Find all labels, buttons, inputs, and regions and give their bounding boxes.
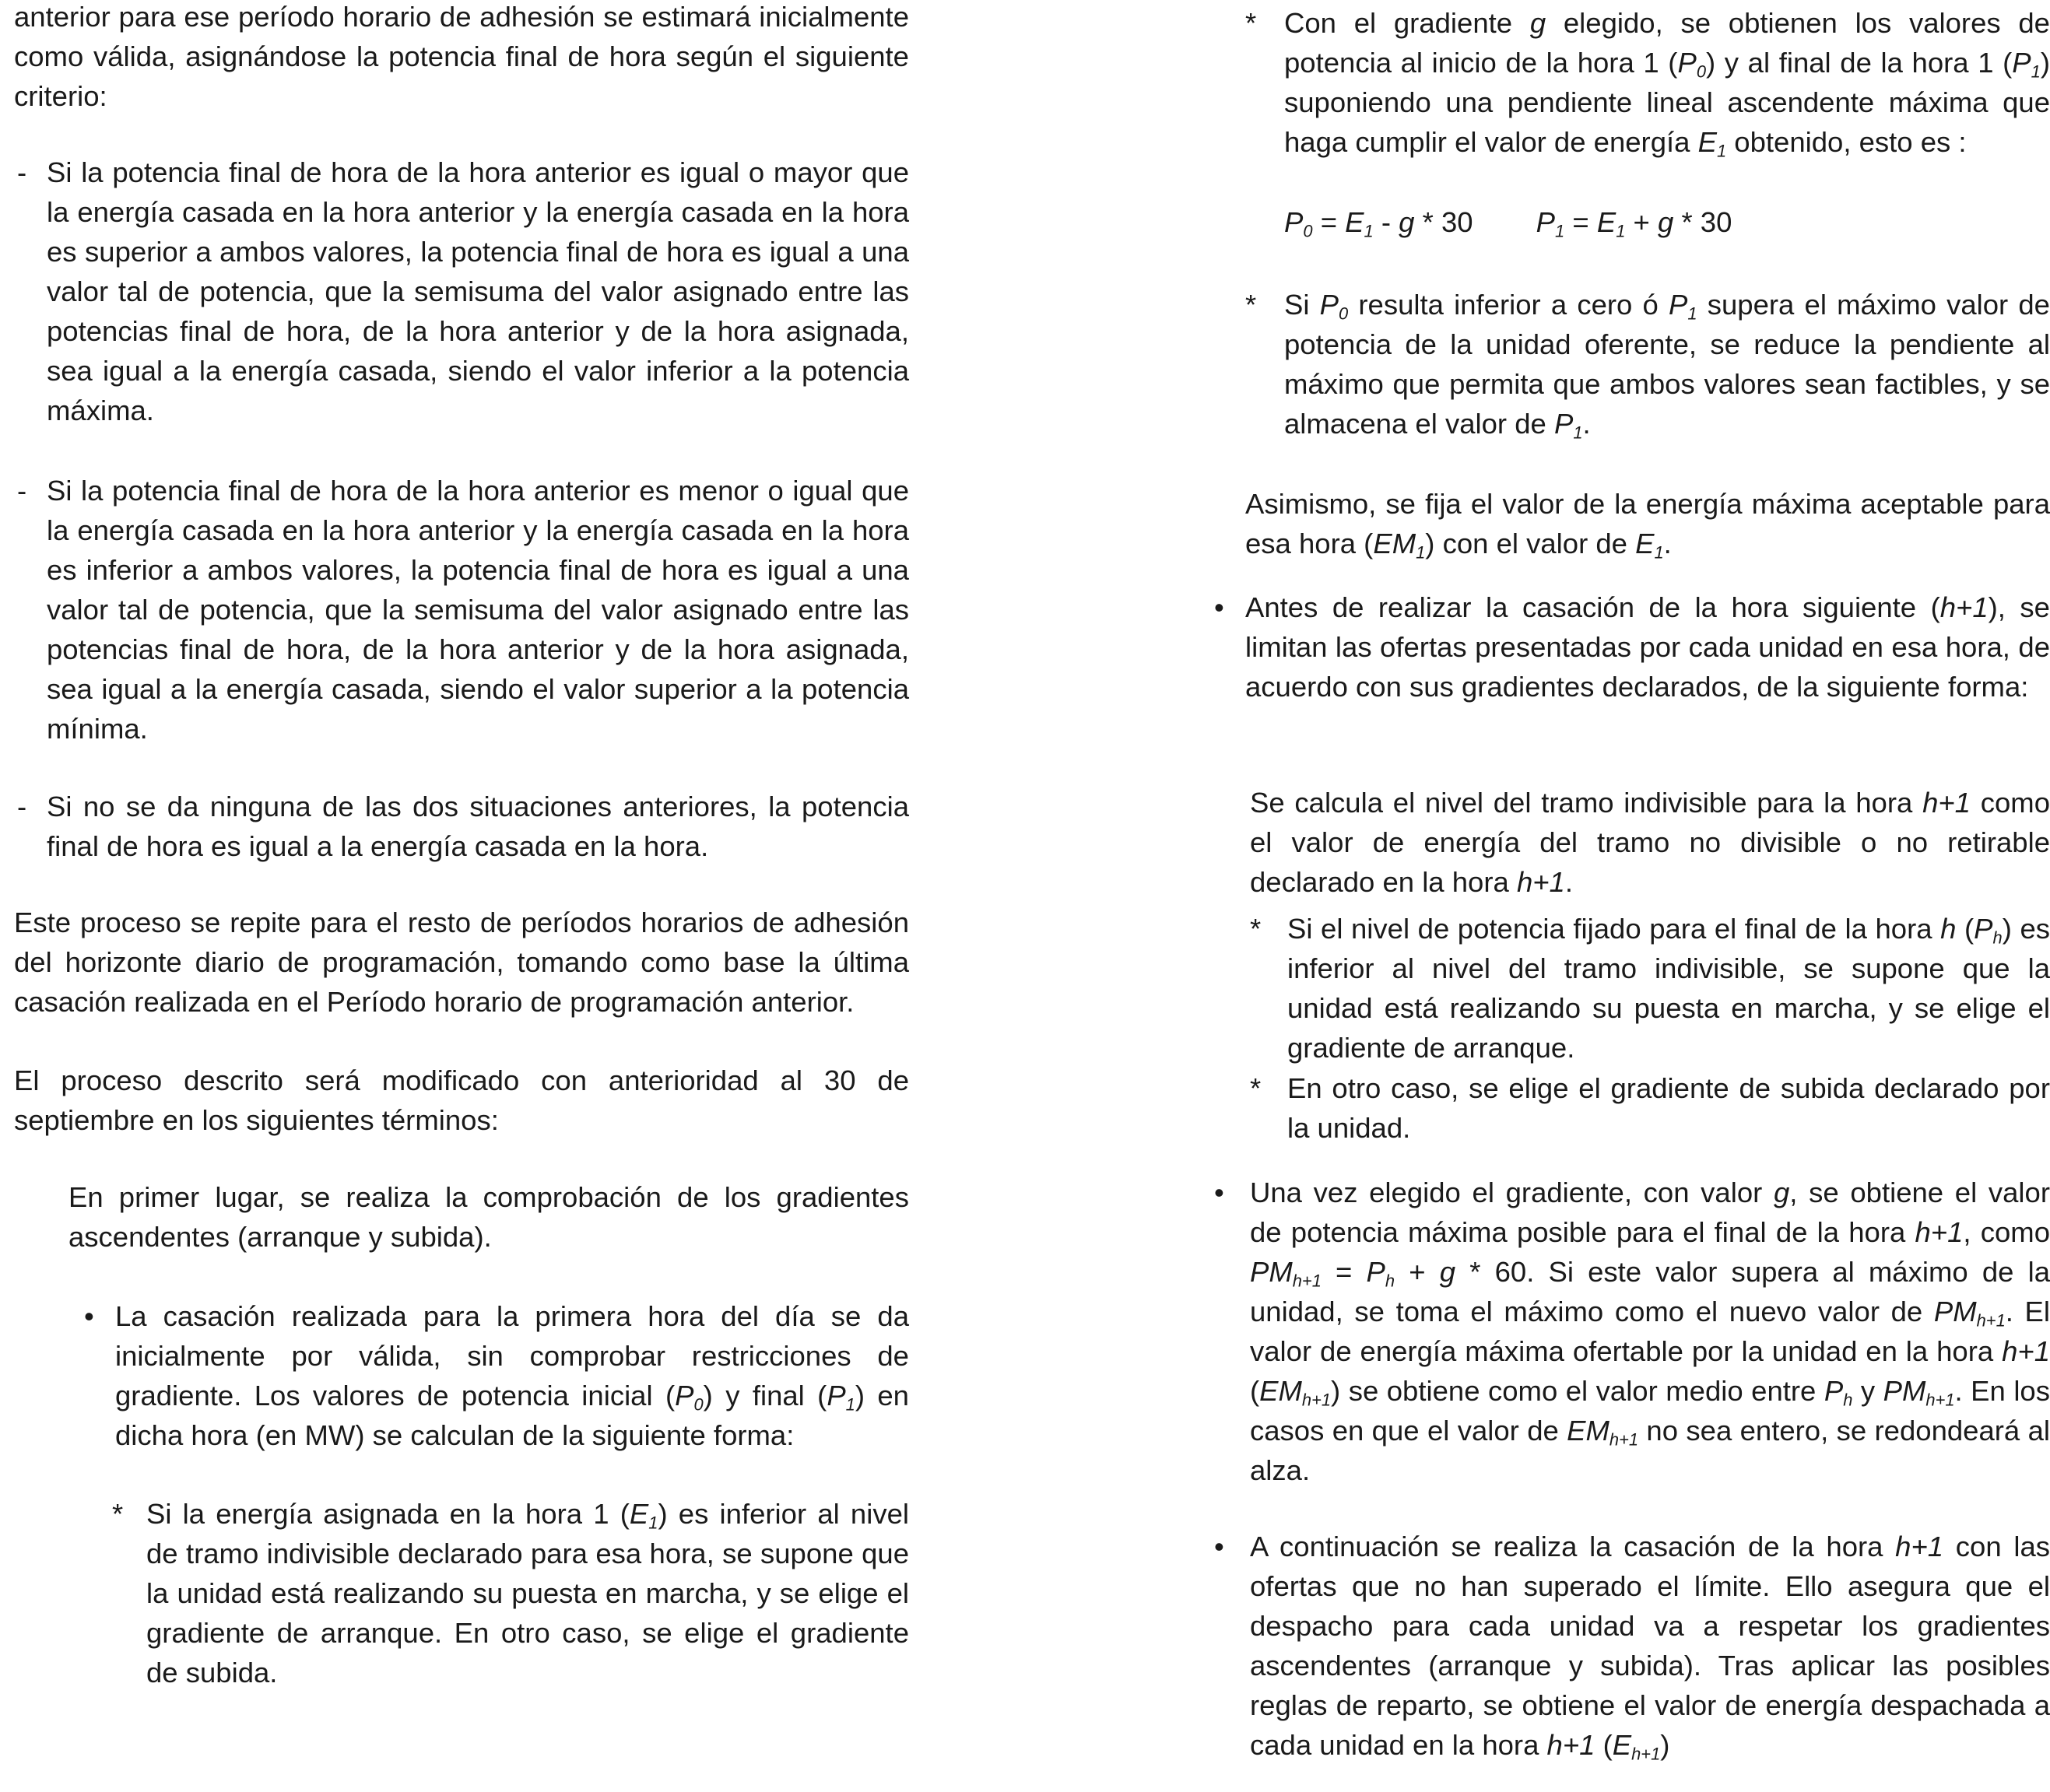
bullet-item-a-continuacion <box>1214 1527 2050 1765</box>
dash-marker: - <box>17 156 27 188</box>
dash-marker: - <box>17 791 27 822</box>
star-item-otro-caso <box>1250 1068 2050 1148</box>
star-item-gradiente-elegido <box>1245 3 2050 162</box>
paragraph-text: En primer lugar, se realiza la comprobación de los gradientes ascendentes (arranque y subida). <box>68 1181 909 1253</box>
star-item-nivel-potencia <box>1250 909 2050 1068</box>
star-marker: * <box>1250 913 1262 945</box>
bullet-marker: • <box>1214 1531 1224 1562</box>
bullet-marker: • <box>84 1300 94 1332</box>
dash-item-2 <box>14 471 909 749</box>
star-marker: * <box>1250 1072 1262 1104</box>
paragraph-text: Este proceso se repite para el resto de períodos horarios de adhesión del horizonte diario de programación, tomando como base la última casación realizada en el Período horario de programación anterior. <box>14 907 909 1018</box>
star-item-p0-negativo <box>1245 285 2050 444</box>
bullet-item-text: Una vez elegido el gradiente, con valor g, se obtiene el valor de potencia máxima posible para el final de la hora h+1, como $PM_{h+1} = P_h + g * 60$. Si este valor supera al máximo de la unidad, se toma el máximo como el nuevo valor de $PM_{h+1}$. El valor de energía máxima ofertable por la unidad en la hora h+1 $(EM_{h+1})$ se obtiene como el valor medio entre $P_h$ y $PM_{h+1}$. En los casos en que el valor de $EM_{h+1}$ no sea entero, se redondeará al alza. <box>1250 1177 2050 1486</box>
dash-marker: - <box>17 475 27 507</box>
paragraph-proceso <box>14 903 909 1022</box>
star-item-text: Si $P_0$ resulta inferior a cero ó $P_1$ supera el máximo valor de potencia de la unidad oferente, se reduce la pendiente al máximo que permita que ambos valores sean factibles, y se almacena el valor de $P_1$. <box>1284 289 2050 443</box>
paragraph-asimismo <box>1245 484 2050 563</box>
dash-item-text: Si la potencia final de hora de la hora anterior es menor o igual que la energía casada en la hora anterior y la energía casada en la hora es inferior a ambos valores, la potencia final de hora es igual a una valor tal de potencia, que la semisuma del valor asignado entre las potencias final de hora, de la hora anterior y de la hora asignada, sea igual a la energía casada, siendo el valor superior a la potencia mínima. <box>47 475 909 745</box>
star-item-energia-asignada <box>100 1494 909 1692</box>
star-marker: * <box>1245 289 1257 321</box>
star-item-text: Si el nivel de potencia fijado para el final de la hora h $(P_h)$ es inferior al nivel del tramo indivisible, se supone que la unidad está realizando su puesta en marcha, y se elige el gradiente de arranque. <box>1287 913 2050 1064</box>
bullet-item-antes-casacion <box>1214 587 2050 707</box>
dash-item-1 <box>14 153 909 430</box>
paragraph-modificado <box>14 1061 909 1140</box>
paragraph-text: Asimismo, se fija el valor de la energía máxima aceptable para esa hora $(EM_1)$ con el valor de $E_1$. <box>1245 488 2050 563</box>
paragraph-tramo-indivisible <box>1250 783 2050 902</box>
paragraph-intro <box>14 0 909 116</box>
bullet-item-gradiente-valor <box>1214 1173 2050 1490</box>
paragraph-text: Se calcula el nivel del tramo indivisible para la hora h+1 como el valor de energía del tramo no divisible o no retirable declarado en la hora h+1. <box>1250 787 2050 898</box>
bullet-marker: • <box>1214 591 1224 623</box>
star-item-text: En otro caso, se elige el gradiente de subida declarado por la unidad. <box>1287 1072 2050 1144</box>
star-marker: * <box>112 1498 124 1530</box>
star-item-text: Con el gradiente g elegido, se obtienen los valores de potencia al inicio de la hora 1 $(P_0)$ y al final de la hora 1 $(P_1)$ suponiendo una pendiente lineal ascendente máxima que haga cumplir el valor de energía $E_1$ obtenido, esto es : <box>1284 7 2050 161</box>
formula-text: $P_0 = E_1 - g * 30$ $P_1 = E_1 + g * 30$ <box>1284 206 1732 241</box>
dash-item-text: Si no se da ninguna de las dos situaciones anteriores, la potencia final de hora es igual a la energía casada en la hora. <box>47 791 909 862</box>
dash-item-text: Si la potencia final de hora de la hora anterior es igual o mayor que la energía casada en la hora anterior y la energía casada en la hora es superior a ambos valores, la potencia final de hora es igual a una valor tal de potencia, que la semisuma del valor asignado entre las potencias final de hora, de la hora anterior y de la hora asignada, sea igual a la energía casada, siendo el valor inferior a la potencia máxima. <box>47 156 909 426</box>
dash-item-3 <box>14 787 909 866</box>
star-marker: * <box>1245 7 1257 39</box>
paragraph-primer-lugar <box>68 1177 909 1257</box>
bullet-marker: • <box>1214 1177 1224 1208</box>
paragraph-text: anterior para ese período horario de adhesión se estimará inicialmente como válida, asignándose la potencia final de hora según el siguiente criterio: <box>14 1 909 112</box>
bullet-item-text: Antes de realizar la casación de la hora siguiente (h+1), se limitan las ofertas presentadas por cada unidad en esa hora, de acuerdo con sus gradientes declarados, de la siguiente forma: <box>1245 591 2050 703</box>
paragraph-text: El proceso descrito será modificado con anterioridad al 30 de septiembre en los siguientes términos: <box>14 1064 909 1136</box>
star-item-text: Si la energía asignada en la hora 1 $(E_1)$ es inferior al nivel de tramo indivisible declarado para esa hora, se supone que la unidad está realizando su puesta en marcha, y se elige el gradiente de arranque. En otro caso, se elige el gradiente de subida. <box>146 1498 909 1689</box>
formula-p0-p1 <box>1284 202 2050 242</box>
bullet-item-primera-hora <box>68 1296 909 1455</box>
bullet-item-text: A continuación se realiza la casación de la hora h+1 con las ofertas que no han superado el límite. Ello asegura que el despacho para cada unidad va a respetar los gradientes ascendentes (arranque y subida). Tras aplicar las posibles reglas de reparto, se obtiene el valor de energía despachada a cada unidad en la hora h+1 $(E_{h+1})$ <box>1250 1531 2050 1764</box>
bullet-item-text: La casación realizada para la primera hora del día se da inicialmente por válida, sin comprobar restricciones de gradiente. Los valores de potencia inicial $(P_0)$ y final $(P_1)$ en dicha hora (en MW) se calculan de la siguiente forma: <box>115 1300 909 1451</box>
